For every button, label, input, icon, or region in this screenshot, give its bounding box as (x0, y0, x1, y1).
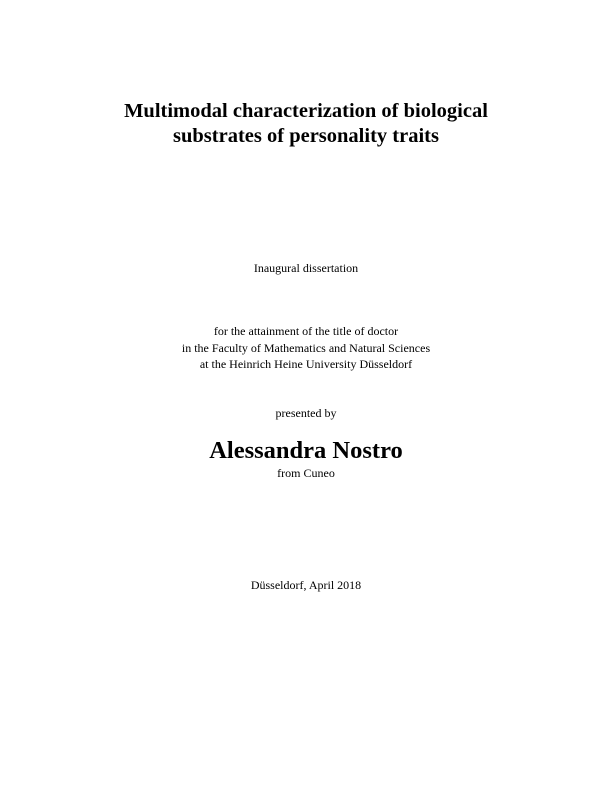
author-name: Alessandra Nostro (209, 437, 403, 464)
purpose-line-1: for the attainment of the title of doctor (213, 324, 399, 338)
presented-by: presented by (275, 406, 337, 420)
dissertation-type: Inaugural dissertation (253, 261, 359, 275)
thesis-title-line-2: substrates of personality traits (173, 125, 439, 147)
thesis-title-line-1: Multimodal characterization of biological (124, 100, 488, 122)
purpose-line-3: at the Heinrich Heine University Düsseldorf (199, 357, 413, 371)
author-origin: from Cuneo (277, 466, 335, 480)
purpose-line-2: in the Faculty of Mathematics and Natural Sciences (181, 341, 431, 355)
place-date: Düsseldorf, April 2018 (250, 578, 362, 592)
